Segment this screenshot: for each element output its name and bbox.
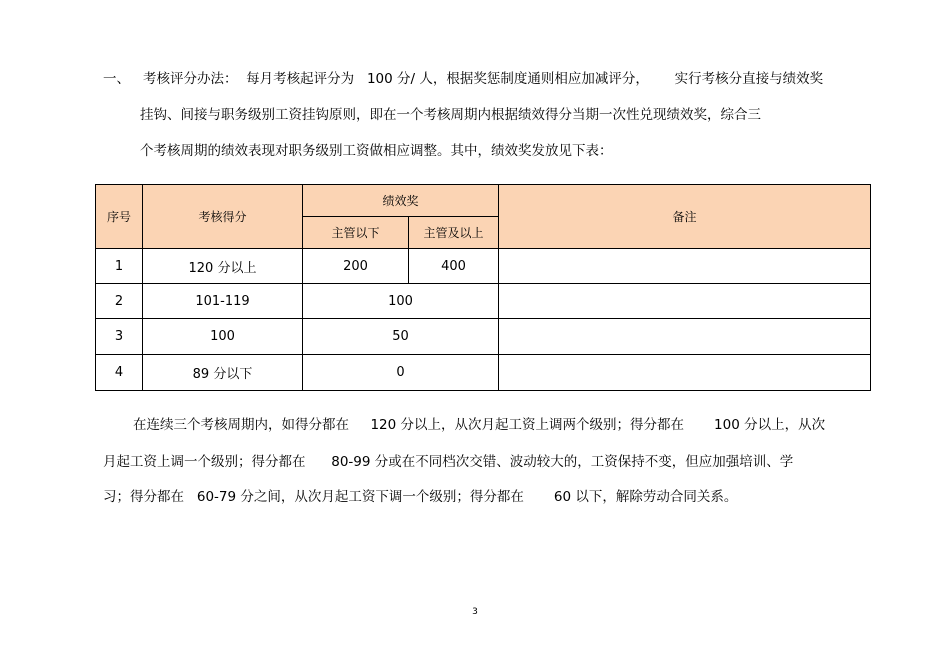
cell-score: 89 分以下 <box>143 355 303 391</box>
paragraph-line-3: 习；得分都在 60-79 分之间，从次月起工资下调一个级别；得分都在 60 以下，解除劳动合同关系。 <box>103 489 738 505</box>
header-remark: 备注 <box>499 185 871 249</box>
cell-remark <box>499 249 871 284</box>
cell-seq: 2 <box>96 284 143 319</box>
paragraph-line-1: 在连续三个考核周期内，如得分都在 120 分以上，从次月起工资上调两个级别；得分都在 100 分以上，从次 <box>133 417 826 433</box>
intro-text-1: 考核评分办法： 每月考核起评分为 100 分/ 人，根据奖惩制度通则相应加减评分， 实行考核分直接与绩效奖 <box>143 71 824 87</box>
cell-score: 100 <box>143 319 303 355</box>
section-number: 一、 <box>103 71 130 87</box>
header-supervisor-above: 主管及以上 <box>409 217 499 249</box>
cell-bonus: 50 <box>303 319 499 355</box>
cell-remark <box>499 355 871 391</box>
cell-bonus-above: 400 <box>409 249 499 284</box>
bonus-table <box>95 184 871 391</box>
table-row <box>96 355 871 391</box>
cell-seq: 4 <box>96 355 143 391</box>
cell-score: 101-119 <box>143 284 303 319</box>
page-number: 3 <box>472 607 478 617</box>
intro-line-1 <box>103 70 823 88</box>
header-score: 考核得分 <box>143 185 303 249</box>
cell-remark <box>499 319 871 355</box>
intro-line-2: 挂钩、间接与职务级别工资挂钩原则，即在一个考核周期内根据绩效得分当期一次性兑现绩效奖，综合三 <box>140 107 761 123</box>
cell-bonus: 100 <box>303 284 499 319</box>
table-row <box>96 284 871 319</box>
intro-line-3: 个考核周期的绩效表现对职务级别工资做相应调整。其中，绩效奖发放见下表： <box>140 143 613 159</box>
header-bonus: 绩效奖 <box>303 185 499 217</box>
cell-bonus: 0 <box>303 355 499 391</box>
cell-seq: 3 <box>96 319 143 355</box>
table-row <box>96 249 871 284</box>
cell-score: 120 分以上 <box>143 249 303 284</box>
table-row <box>96 319 871 355</box>
paragraph-line-2: 月起工资上调一个级别；得分都在 80-99 分或在不同档次交错、波动较大的，工资保持不变，但应加强培训、学 <box>103 454 794 470</box>
cell-seq: 1 <box>96 249 143 284</box>
header-below-supervisor: 主管以下 <box>303 217 409 249</box>
cell-bonus-below: 200 <box>303 249 409 284</box>
cell-remark <box>499 284 871 319</box>
header-seq: 序号 <box>96 185 143 249</box>
